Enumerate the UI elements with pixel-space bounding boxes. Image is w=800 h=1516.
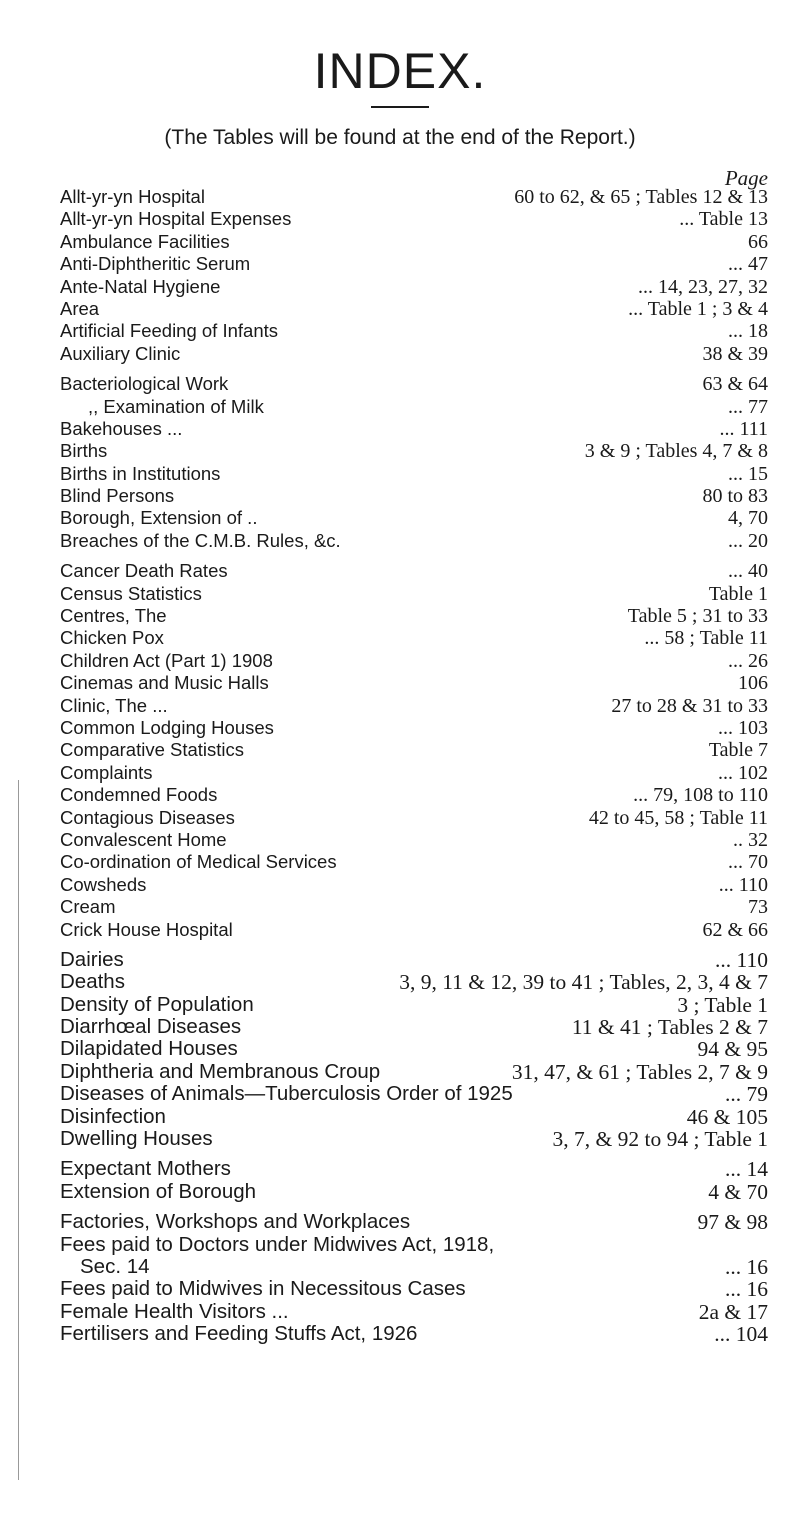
entry-label: Children Act (Part 1) 1908 (60, 649, 273, 671)
entry-page-reference: 73 (748, 896, 768, 919)
index-entry (0, 762, 800, 784)
index-entry (0, 440, 800, 462)
entry-page-reference: Table 1 (708, 582, 768, 605)
index-entry (0, 896, 800, 918)
entry-page-reference: ... 15 (728, 462, 768, 485)
entry-page-reference: 11 & 41 ; Tables 2 & 7 (571, 1015, 768, 1040)
entry-label: Dwelling Houses (60, 1127, 213, 1151)
index-group (0, 1158, 800, 1203)
index-entry (0, 784, 800, 806)
entry-label: Deaths (60, 970, 125, 994)
index-entry (0, 717, 800, 739)
entry-label: Extension of Borough (60, 1179, 257, 1203)
index-entry (0, 949, 800, 971)
entry-label: Area (60, 297, 100, 319)
index-entry (0, 739, 800, 761)
index-entry (0, 343, 800, 365)
index-group (0, 1211, 800, 1345)
entry-page-reference: 66 (748, 230, 768, 253)
index-entry (0, 485, 800, 507)
entry-page-reference: ... 40 (728, 560, 768, 583)
entry-page-reference: .. 32 (733, 828, 768, 851)
index-group (0, 560, 800, 941)
entry-label: Disinfection (60, 1104, 166, 1128)
index-entry (0, 1106, 800, 1128)
subtitle: (The Tables will be found at the end of the Report.) (164, 126, 636, 149)
entry-page-reference: ... 111 (719, 417, 768, 440)
entry-page-reference: 3, 9, 11 & 12, 39 to 41 ; Tables, 2, 3, 4 & 7 (399, 970, 768, 995)
entry-label: Diphtheria and Membranous Croup (60, 1059, 381, 1083)
index-group (0, 949, 800, 1151)
entry-label: Bacteriological Work (60, 373, 229, 395)
index-entry (0, 1061, 800, 1083)
entry-page-reference: ... 70 (728, 851, 768, 874)
index-group (0, 373, 800, 552)
page-title: INDEX. (313, 43, 487, 99)
entry-label: Dilapidated Houses (60, 1037, 238, 1061)
entry-label: Condemned Foods (60, 784, 218, 806)
entry-label: Cancer Death Rates (60, 560, 228, 582)
entry-page-reference: ... 18 (728, 320, 768, 343)
index-entry (0, 695, 800, 717)
entry-label: Cowsheds (60, 873, 147, 895)
entry-page-reference: 46 & 105 (686, 1104, 768, 1129)
index-entry (0, 320, 800, 342)
entry-page-reference: ... 104 (714, 1322, 768, 1347)
index-entry (0, 1158, 800, 1180)
entry-page-reference: ... 14, 23, 27, 32 (638, 275, 768, 298)
entry-page-reference: ... Table 13 (679, 208, 768, 231)
entry-page-reference: ... 47 (728, 253, 768, 276)
entry-label: Borough, Extension of .. (60, 507, 258, 529)
entry-page-reference: 60 to 62, & 65 ; Tables 12 & 13 (514, 186, 768, 208)
index-entry (0, 231, 800, 253)
entry-page-reference: 42 to 45, 58 ; Table 11 (588, 806, 768, 829)
entry-page-reference: ... 16 (725, 1254, 768, 1279)
index-entry (0, 373, 800, 395)
entry-label: Allt-yr-yn Hospital (60, 186, 205, 207)
index-entry (0, 276, 800, 298)
entry-label: Fertilisers and Feeding Stuffs Act, 1926 (60, 1322, 418, 1346)
entry-page-reference: ... 77 (728, 395, 768, 418)
entry-page-reference: 3 ; Table 1 (677, 992, 768, 1017)
index-entry (0, 208, 800, 230)
entry-page-reference: Table 5 ; 31 to 33 (627, 605, 768, 628)
entry-label: Complaints (60, 761, 153, 783)
entry-label: Diseases of Animals—Tuberculosis Order of 1925 (60, 1082, 513, 1106)
entry-page-reference: 3 & 9 ; Tables 4, 7 & 8 (584, 440, 768, 463)
entry-page-reference: 4, 70 (728, 507, 768, 530)
entry-label: Dairies (60, 947, 124, 971)
entry-page-reference: ... 79 (725, 1082, 768, 1107)
entry-label: Female Health Visitors ... (60, 1299, 289, 1323)
index-entry (0, 874, 800, 896)
entry-page-reference: ... 58 ; Table 11 (644, 627, 768, 650)
entry-page-reference: 63 & 64 (702, 373, 768, 396)
index-entry (0, 1256, 800, 1278)
index-entry (0, 298, 800, 320)
entry-page-reference: ... Table 1 ; 3 & 4 (628, 297, 768, 320)
entry-label: Anti-Diphtheritic Serum (60, 253, 251, 275)
entry-page-reference: 27 to 28 & 31 to 33 (611, 694, 768, 717)
index-entry (0, 418, 800, 440)
entry-label: Allt-yr-yn Hospital Expenses (60, 208, 292, 230)
entry-page-reference: 94 & 95 (697, 1037, 768, 1062)
entry-label: Convalescent Home (60, 828, 227, 850)
entry-page-reference: 97 & 98 (697, 1210, 768, 1235)
index-entry (0, 650, 800, 672)
entry-page-reference: 3, 7, & 92 to 94 ; Table 1 (552, 1127, 768, 1152)
entry-label: Centres, The (60, 605, 167, 627)
index-entry (0, 1278, 800, 1300)
entry-page-reference: 106 (738, 672, 768, 695)
entry-page-reference: 4 & 70 (708, 1179, 768, 1204)
index-entry (0, 807, 800, 829)
entry-label: Chicken Pox (60, 627, 164, 649)
entry-label: Ambulance Facilities (60, 230, 230, 252)
index-entry (0, 1323, 800, 1345)
entry-label: Fees paid to Doctors under Midwives Act, 1918, (60, 1232, 495, 1256)
index-entry (0, 396, 800, 418)
index-entry (0, 507, 800, 529)
index-entry (0, 1301, 800, 1323)
entry-label: Clinic, The ... (60, 694, 168, 716)
index-entry (0, 560, 800, 582)
entry-label: Contagious Diseases (60, 806, 235, 828)
entry-page-reference: ... 102 (718, 761, 768, 784)
index-entry (0, 672, 800, 694)
entry-label: Bakehouses ... (60, 417, 183, 439)
entry-label: Ante-Natal Hygiene (60, 275, 221, 297)
entry-page-reference: 2a & 17 (698, 1299, 768, 1324)
entry-page-reference: 62 & 66 (702, 918, 768, 941)
entry-page-reference: ... 26 (728, 649, 768, 672)
entry-label: Crick House Hospital (60, 918, 233, 940)
entry-label: Density of Population (60, 992, 254, 1016)
index-entry (0, 627, 800, 649)
page-margin-line (18, 780, 19, 1480)
entry-page-reference: ... 110 (715, 947, 768, 972)
entry-label: Factories, Workshops and Workplaces (60, 1210, 411, 1234)
entry-page-reference: 31, 47, & 61 ; Tables 2, 7 & 9 (511, 1059, 768, 1084)
entry-page-reference: Table 7 (708, 739, 768, 762)
entry-label: Breaches of the C.M.B. Rules, &c. (60, 529, 341, 551)
entry-label: Blind Persons (60, 485, 175, 507)
index-entry (0, 851, 800, 873)
index-entry (0, 1211, 800, 1233)
entry-label: Comparative Statistics (60, 739, 245, 761)
entry-page-reference: ... 110 (718, 873, 768, 896)
entry-page-reference: ... 20 (728, 529, 768, 552)
entry-label: Expectant Mothers (60, 1157, 231, 1181)
index-entry (0, 919, 800, 941)
index-entry (0, 994, 800, 1016)
entry-page-reference: ... 103 (718, 716, 768, 739)
entry-label: Co-ordination of Medical Services (60, 851, 337, 873)
entry-label: Cinemas and Music Halls (60, 672, 269, 694)
entry-page-reference: ... 16 (725, 1277, 768, 1302)
index-entry (0, 829, 800, 851)
index-entry (0, 1038, 800, 1060)
index-entry (0, 1181, 800, 1203)
entry-label: Cream (60, 896, 116, 918)
entry-label: Common Lodging Houses (60, 716, 274, 738)
index-entry (0, 253, 800, 275)
title-rule (371, 106, 429, 108)
index-entries (0, 186, 800, 1354)
entry-label: Auxiliary Clinic (60, 342, 181, 364)
entry-label: Artificial Feeding of Infants (60, 320, 278, 342)
entry-label: Births in Institutions (60, 462, 221, 484)
entry-page-reference: ... 79, 108 to 110 (633, 784, 768, 807)
entry-page-reference: 38 & 39 (702, 342, 768, 365)
entry-page-reference: 80 to 83 (702, 485, 768, 508)
index-entry (0, 463, 800, 485)
entry-label: Births (60, 440, 108, 462)
index-entry (0, 530, 800, 552)
index-entry (0, 1128, 800, 1150)
entry-label: Fees paid to Midwives in Necessitous Cases (60, 1277, 466, 1301)
page-column-heading: Page (724, 166, 768, 190)
entry-label: Census Statistics (60, 582, 202, 604)
entry-label: Diarrhœal Diseases (60, 1015, 242, 1039)
entry-label: ,, Examination of Milk (88, 395, 264, 417)
index-entry (0, 1016, 800, 1038)
entry-label: Sec. 14 (80, 1254, 150, 1278)
index-entry (0, 971, 800, 993)
index-entry (0, 186, 800, 208)
index-entry (0, 1234, 800, 1256)
index-entry (0, 583, 800, 605)
index-group (0, 186, 800, 365)
index-entry (0, 1083, 800, 1105)
entry-page-reference: ... 14 (725, 1157, 768, 1182)
index-entry (0, 605, 800, 627)
